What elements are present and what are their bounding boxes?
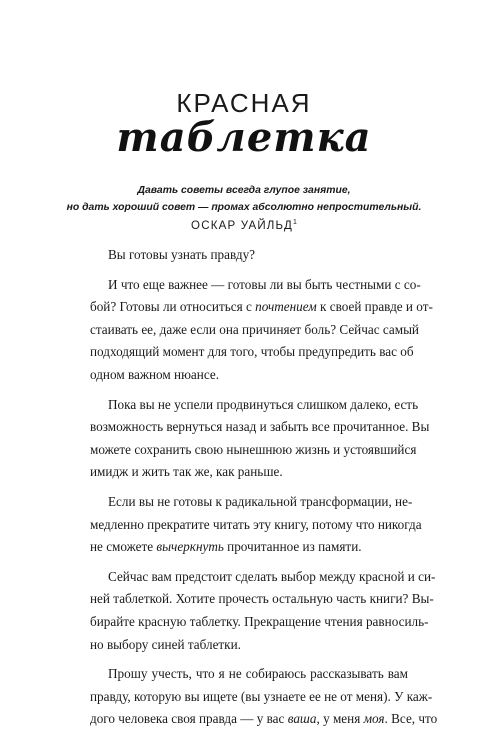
text-line: одном важном нюансе.	[90, 366, 220, 382]
text-line: подходящий момент для того, чтобы предупредить вас об	[90, 344, 414, 360]
epigraph-line: но дать хороший совет — промах абсолютно непростительный.	[66, 202, 422, 213]
chapter-title: КРАСНАЯ	[176, 88, 312, 118]
text-line: медленно прекратите читать эту книгу, потому что никогда	[90, 516, 422, 532]
text-line: Прошу учесть, что я не собираюсь рассказывать вам	[108, 666, 408, 682]
paragraph	[90, 663, 438, 731]
emphasis: ваша	[287, 711, 317, 727]
paragraph	[90, 394, 430, 484]
body-text	[90, 244, 438, 731]
text-line: правду, которую вы ищете (вы узнаете ее не от меня). У каж-	[90, 688, 433, 704]
text-line: Пока вы не успели продвинуться слишком далеко, есть	[108, 396, 419, 412]
footnote-mark: 1	[293, 219, 297, 226]
epigraph	[0, 182, 488, 216]
paragraph-gap	[90, 387, 408, 394]
text-line: И что еще важнее — готовы ли вы быть честными с со-	[108, 276, 421, 292]
text-line: стаивать ее, даже если она причиняет боль? Сейчас самый	[90, 321, 419, 337]
emphasis: вычеркнуть	[156, 539, 224, 555]
author-name: ОСКАР УАЙЛЬД	[191, 219, 294, 232]
text-line: дого человека своя правда — у вас ваша, у меня моя. Все, что	[90, 711, 438, 727]
paragraph	[90, 566, 436, 656]
paragraph-gap	[90, 559, 408, 566]
paragraph-gap	[90, 484, 408, 491]
emphasis: почтением	[255, 299, 317, 315]
emphasis: моя	[363, 711, 385, 727]
text-line: не сможете вычеркнуть прочитанное из памяти.	[90, 539, 362, 555]
text-line: имидж и жить так же, как раньше.	[90, 464, 283, 480]
text-line: возможность вернуться назад и забыть все прочитанное. Вы	[90, 419, 430, 435]
text-line: Вы готовы узнать правду?	[108, 247, 256, 262]
text-line: ней таблеткой. Хотите прочесть остальную часть книги? Вы-	[90, 591, 434, 607]
text-line: бой? Готовы ли относиться с почтением к своей правде и от-	[90, 299, 433, 315]
paragraph	[90, 244, 408, 267]
text-line: Сейчас вам предстоит сделать выбор между красной и си-	[108, 568, 436, 584]
paragraph-gap	[90, 656, 408, 663]
text-line: Если вы не готовы к радикальной трансформации, не-	[108, 493, 413, 509]
text-line: можете сохранить свою нынешнюю жизнь и устоявшийся	[90, 441, 417, 457]
chapter-title-script: таблетка	[116, 114, 372, 161]
paragraph-gap	[90, 267, 408, 274]
epigraph-author	[0, 219, 488, 232]
text-line: но выбору синей таблетки.	[90, 636, 241, 652]
text-line: бирайте красную таблетку. Прекращение чтения равносиль-	[90, 613, 429, 629]
epigraph-line: Давать советы всегда глупое занятие,	[137, 185, 351, 196]
paragraph	[90, 274, 433, 387]
paragraph	[90, 491, 422, 559]
